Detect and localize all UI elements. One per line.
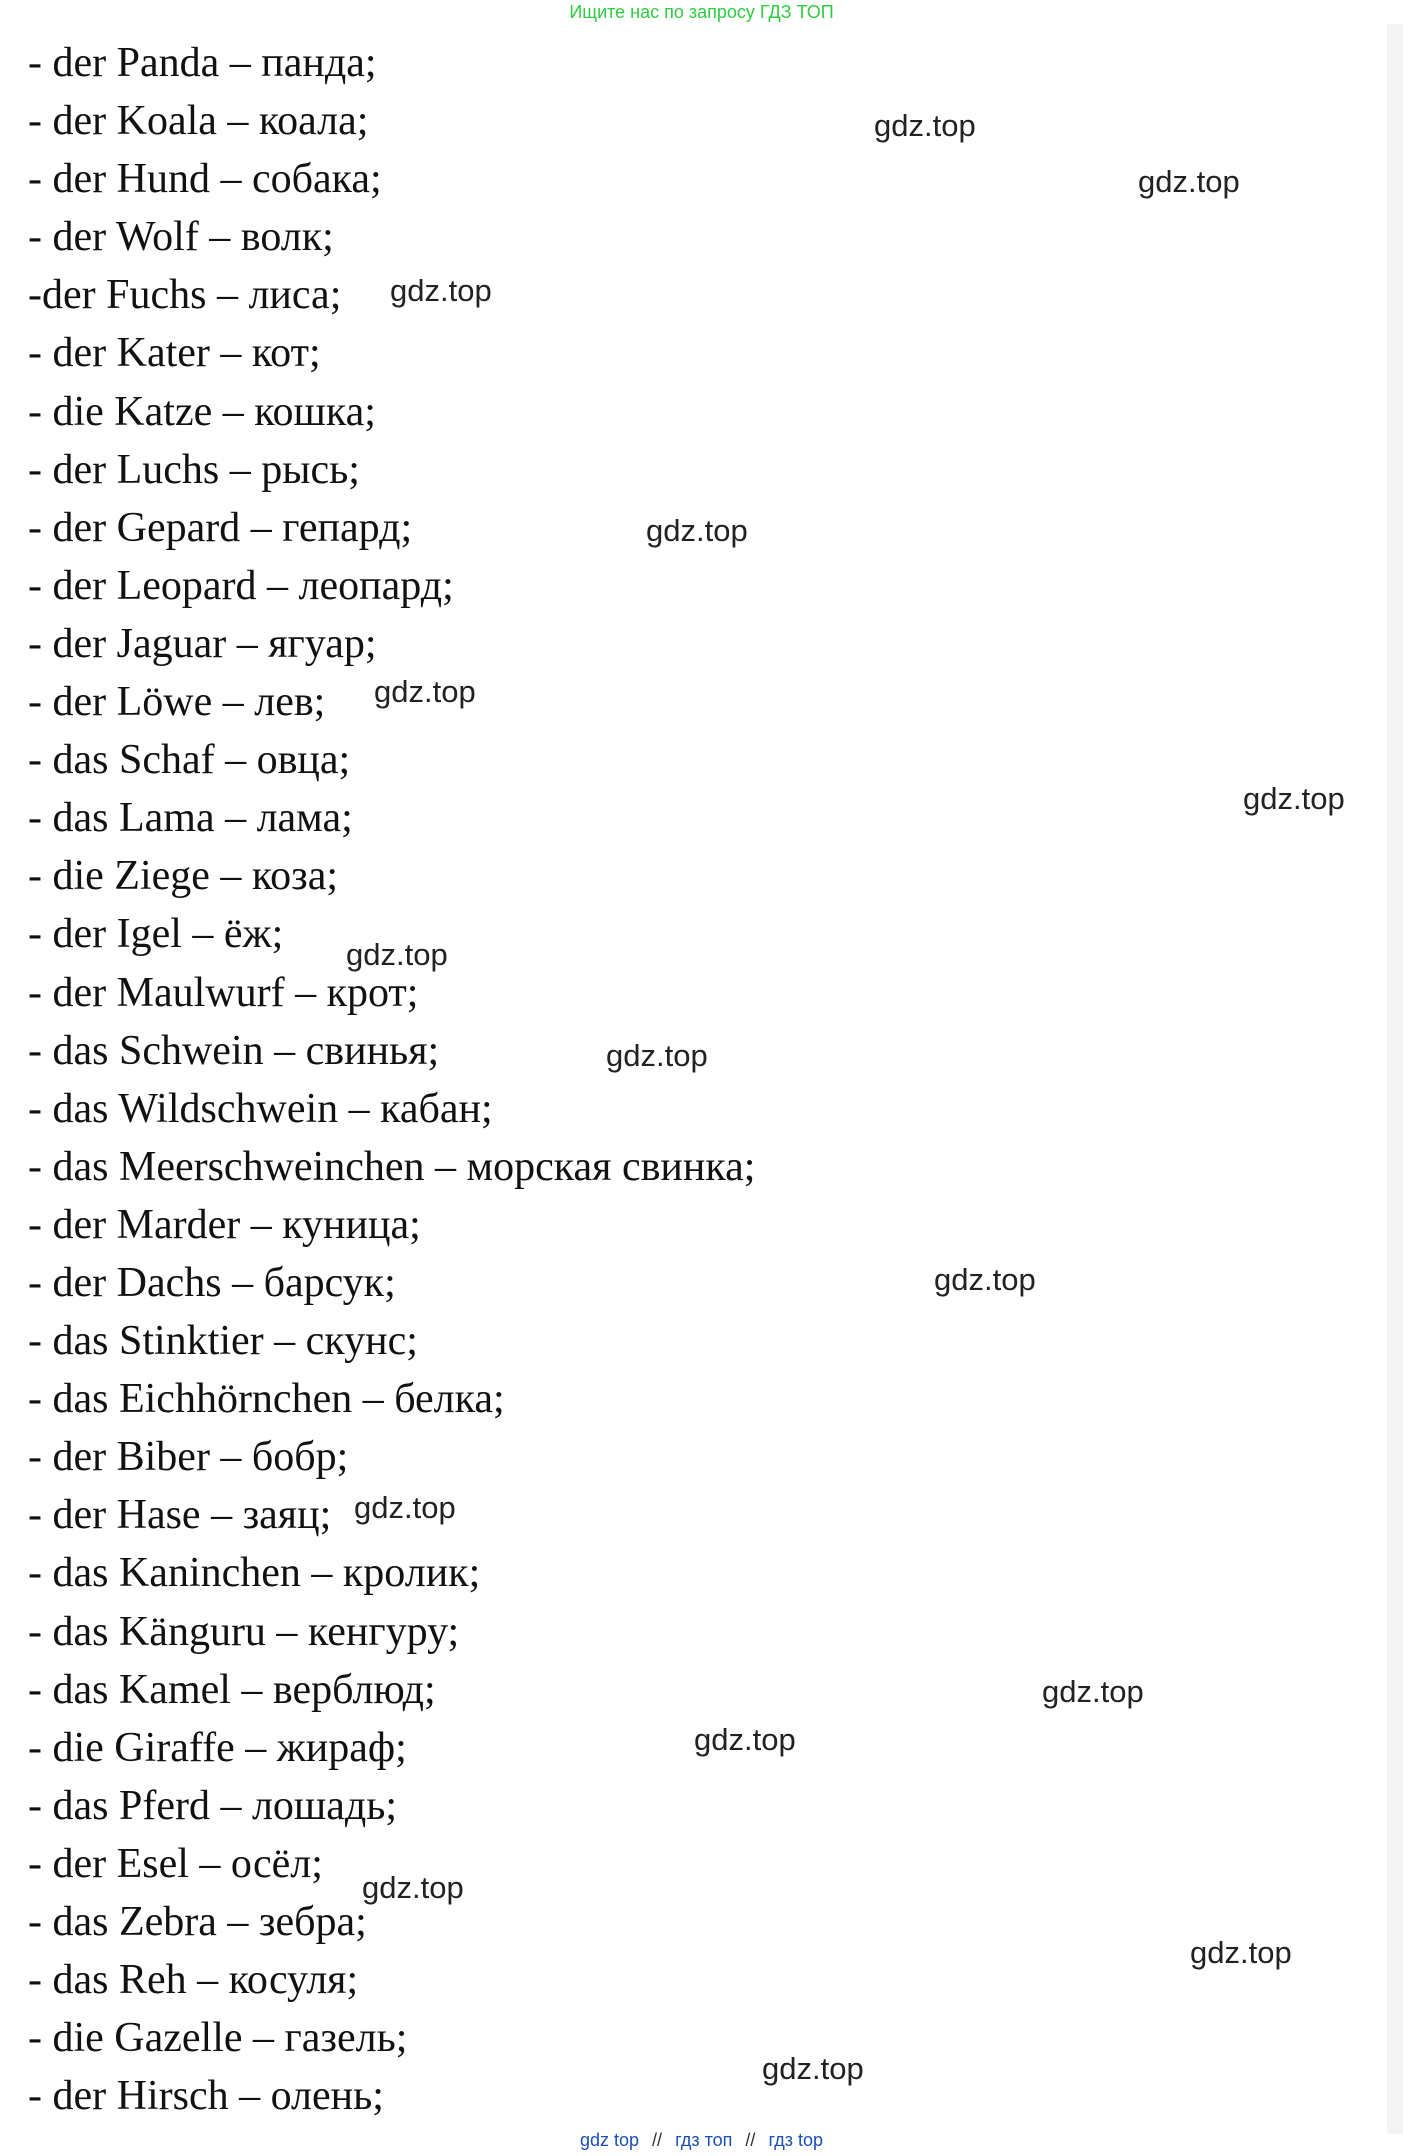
watermark: gdz.top bbox=[1243, 781, 1345, 816]
vocab-item: - das Pferd – лошадь; bbox=[28, 1782, 398, 1829]
vocab-item: - der Luchs – рысь; bbox=[28, 446, 360, 493]
vocab-item: - das Kaninchen – кролик; bbox=[28, 1550, 481, 1597]
footer-link-gdz-top-mixed[interactable]: гдз top bbox=[768, 2130, 823, 2150]
watermark: gdz.top bbox=[374, 674, 476, 709]
vocab-item: - der Igel – ёж; bbox=[28, 911, 284, 958]
vocab-item: - das Kamel – верблюд; bbox=[28, 1666, 436, 1713]
watermark: gdz.top bbox=[354, 1490, 456, 1525]
vocabulary-list bbox=[28, 34, 755, 2125]
vocab-item: - der Löwe – лев; bbox=[28, 679, 326, 726]
vocab-item: - der Hirsch – олень; bbox=[28, 2073, 384, 2120]
vocab-item: - der Leopard – леопард; bbox=[28, 562, 454, 609]
vocab-item: - der Jaguar – ягуар; bbox=[28, 620, 377, 667]
footer-links bbox=[0, 2128, 1403, 2152]
watermark: gdz.top bbox=[874, 108, 976, 143]
watermark: gdz.top bbox=[1138, 164, 1240, 199]
watermark: gdz.top bbox=[362, 1870, 464, 1905]
vocab-item: - der Kater – кот; bbox=[28, 330, 321, 377]
vocab-item: - der Hase – заяц; bbox=[28, 1492, 332, 1539]
watermark: gdz.top bbox=[934, 1262, 1036, 1297]
vocab-item: - die Giraffe – жираф; bbox=[28, 1724, 407, 1771]
vocab-item: - die Gazelle – газель; bbox=[28, 2015, 408, 2062]
vocab-item: - das Wildschwein – кабан; bbox=[28, 1085, 493, 1132]
vocab-item: - das Känguru – кенгуру; bbox=[28, 1608, 460, 1655]
vocab-item: - der Biber – бобр; bbox=[28, 1434, 349, 1481]
vocab-item: - das Stinktier – скунс; bbox=[28, 1318, 418, 1365]
vocab-item: - das Schwein – свинья; bbox=[28, 1027, 440, 1074]
watermark: gdz.top bbox=[1190, 1935, 1292, 1970]
footer-separator: // bbox=[652, 2130, 663, 2150]
watermark: gdz.top bbox=[646, 513, 748, 548]
footer-link-gdz-top[interactable]: gdz top bbox=[579, 2130, 640, 2150]
search-hint-banner[interactable]: Ищите нас по запросу ГДЗ ТОП bbox=[569, 2, 834, 22]
vocab-item: - der Gepard – гепард; bbox=[28, 504, 413, 551]
vocab-item: - die Katze – кошка; bbox=[28, 388, 376, 435]
vocab-item: - das Meerschweinchen – морская свинка; bbox=[28, 1143, 756, 1190]
vocab-item: - das Eichhörnchen – белка; bbox=[28, 1376, 505, 1423]
watermark: gdz.top bbox=[606, 1038, 708, 1073]
watermark: gdz.top bbox=[390, 273, 492, 308]
vocab-item: - der Dachs – барсук; bbox=[28, 1259, 396, 1306]
watermark: gdz.top bbox=[346, 937, 448, 972]
vocab-item: - das Zebra – зебра; bbox=[28, 1899, 367, 1945]
watermark: gdz.top bbox=[1042, 1674, 1144, 1709]
footer-separator: // bbox=[745, 2130, 756, 2150]
vocab-item: - der Koala – коала; bbox=[28, 98, 369, 145]
vocab-item: - der Panda – панда; bbox=[28, 40, 377, 86]
vocab-item: - das Schaf – овца; bbox=[28, 737, 351, 784]
vocab-item: - der Wolf – волк; bbox=[28, 214, 334, 261]
vocab-item: - der Esel – осёл; bbox=[28, 1840, 323, 1887]
vocab-item: -der Fuchs – лиса; bbox=[28, 272, 342, 319]
vocab-item: - das Lama – лама; bbox=[28, 795, 353, 842]
vocab-item: - der Maulwurf – крот; bbox=[28, 969, 419, 1016]
vocab-item: - die Ziege – коза; bbox=[28, 853, 339, 900]
footer-link-gdz-top-ru[interactable]: гдз топ bbox=[675, 2130, 733, 2150]
vocab-item: - der Hund – собака; bbox=[28, 156, 382, 203]
vocab-item: - der Marder – куница; bbox=[28, 1201, 421, 1248]
scrollbar-track[interactable] bbox=[1387, 24, 1403, 2134]
vocab-item: - das Reh – косуля; bbox=[28, 1957, 359, 2004]
watermark: gdz.top bbox=[762, 2051, 864, 2086]
watermark: gdz.top bbox=[694, 1722, 796, 1757]
